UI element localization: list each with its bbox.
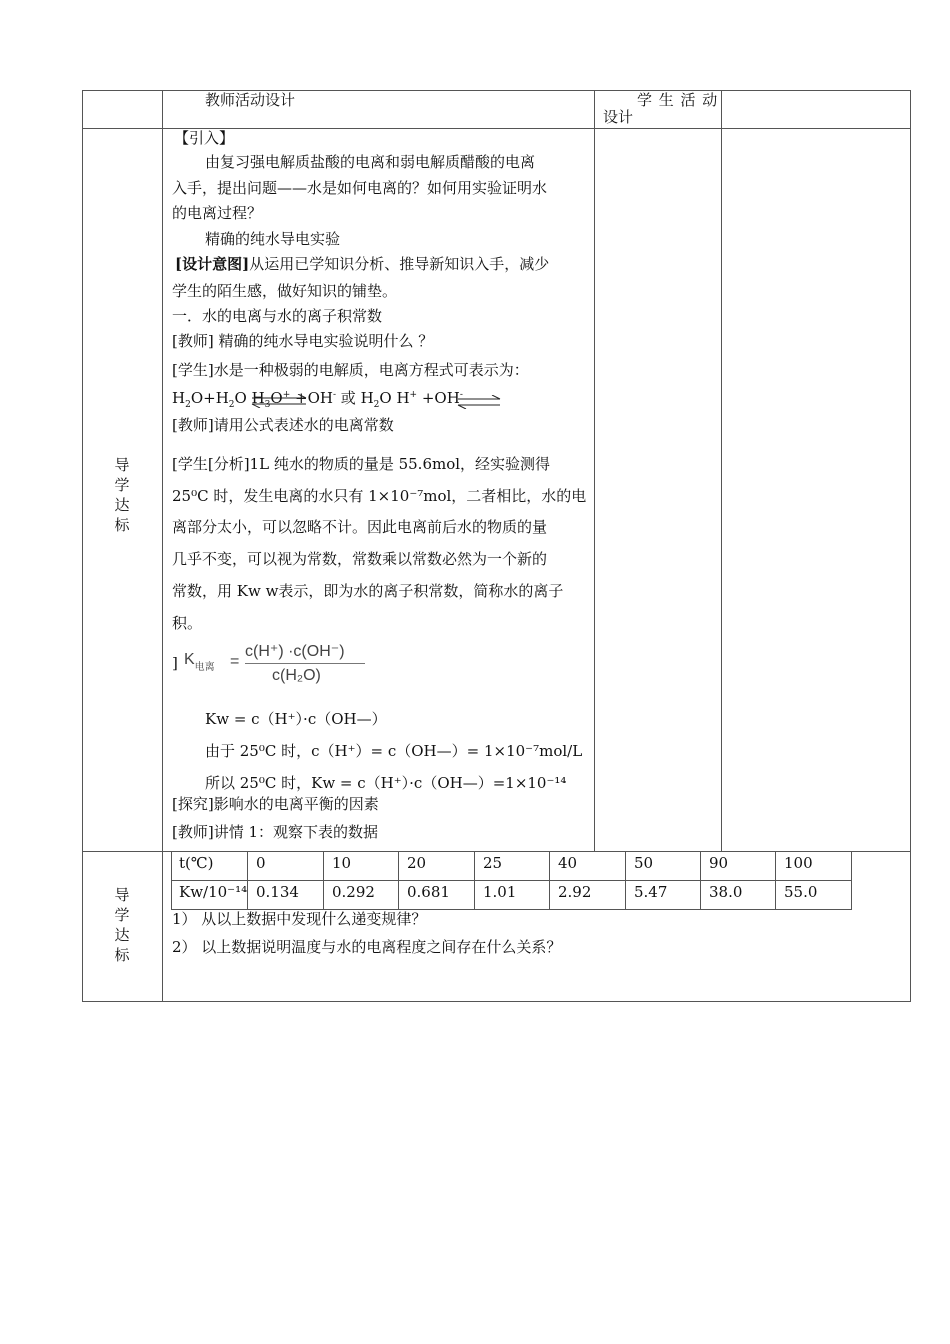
- equilibrium-arrow-icon: [456, 395, 502, 409]
- kw-table-col-line: [323, 851, 324, 909]
- teacher-column-header: 教师活动设计: [205, 91, 296, 109]
- kw-table-row-line: [171, 880, 852, 881]
- formula-denominator: c(H₂O): [272, 667, 321, 684]
- design-intent-label: [设计意图]: [175, 255, 250, 273]
- fraction-bar: [245, 663, 365, 664]
- kw-table-kw-cell: 55.0: [784, 883, 818, 901]
- label-column-border: [162, 90, 163, 1002]
- section-label-char: 标: [114, 516, 130, 534]
- analysis-line: 几乎不变，可以视为常数，常数乘以常数必然为一个新的: [172, 550, 548, 568]
- kw-table-temperature-cell: 90: [709, 854, 729, 872]
- question-2: 2） 以上数据说明温度与水的电离程度之间存在什么关系？: [172, 938, 562, 956]
- section-label-lower: [112, 885, 132, 965]
- intro-line: 入手，提出问题——水是如何电离的？如何用实验证明水: [172, 179, 548, 197]
- kw-table-kw-cell: 38.0: [709, 883, 743, 901]
- kw-table-col-line: [247, 851, 248, 909]
- section-label-char: 导: [114, 886, 130, 904]
- formula-equals: =: [230, 653, 240, 670]
- section-label-char: 学: [114, 476, 130, 494]
- section-label-char: 学: [114, 906, 130, 924]
- kw-table-kw-cell: 5.47: [634, 883, 668, 901]
- student-answer-1: [学生]水是一种极弱的电解质，电离方程式可表示为：: [172, 361, 529, 379]
- kw-table-kw-cell: 2.92: [558, 883, 592, 901]
- kw-table-temperature-cell: 10: [332, 854, 352, 872]
- teacher-question-1: [教师] 精确的纯水导电实验说明什么 ？: [172, 332, 434, 350]
- analysis-line: 常数，用 Kw w表示，即为水的离子积常数，简称水的离子: [172, 582, 564, 600]
- intro-line: 由复习强电解质盐酸的电离和弱电解质醋酸的电离: [205, 153, 536, 171]
- section-label-char: 导: [114, 456, 130, 474]
- teacher-question-2: [教师]请用公式表述水的电离常数: [172, 416, 394, 434]
- design-intent-text: 从运用已学知识分析、推导新知识入手，减少: [249, 255, 550, 273]
- explore-heading: [探究]影响水的电离平衡的因素: [172, 795, 379, 813]
- table-left-border: [82, 90, 83, 1002]
- experiment-line: 精确的纯水导电实验: [205, 230, 341, 248]
- kw-table-temperature-cell: 25: [483, 854, 503, 872]
- analysis-line: 25⁰C 时，发生电离的水只有 1×10⁻⁷mol，二者相比，水的电: [172, 487, 587, 505]
- analysis-line: [学生[分析]1L 纯水的物质的量是 55.6mol，经实验测得: [172, 455, 551, 473]
- section-one-heading: 一．水的电离与水的离子积常数: [172, 307, 383, 325]
- kw-definition: Kw = c（H⁺）·c（OH—）: [205, 710, 387, 728]
- kw-table-col-line: [775, 851, 776, 909]
- kw-value: 所以 25⁰C 时，Kw = c（H⁺）·c（OH—）=1×10⁻¹⁴: [205, 774, 567, 792]
- analysis-line: 离部分太小，可以忽略不计。因此电离前后水的物质的量: [172, 518, 548, 536]
- kw-table-temperature-cell: 50: [634, 854, 654, 872]
- formula-numerator: c(H⁺) ·c(OH⁻): [245, 643, 345, 660]
- table-bottom-border: [82, 1001, 911, 1002]
- student-column-header-line1: 学 生 活 动: [637, 91, 719, 109]
- kw-table-temperature-cell: 100: [784, 854, 813, 872]
- formula-prefix: ]: [172, 654, 178, 672]
- kw-table-header-cell: Kw/10⁻¹⁴: [179, 883, 248, 901]
- kw-table-col-line: [549, 851, 550, 909]
- kw-at-25c: 由于 25⁰C 时，c（H⁺）= c（OH—）= 1×10⁻⁷mol/L: [205, 742, 583, 760]
- analysis-line: 积。: [172, 614, 203, 632]
- kw-table-kw-cell: 0.292: [332, 883, 375, 901]
- ionization-equation: $H_2O+H_2O$ $H_3O^+ +OH^-$ 或 $H_2O$ H+ +OH-: [172, 389, 463, 410]
- section-label-char: 达: [114, 496, 130, 514]
- design-intent-line2: 学生的陌生感，做好知识的铺垫。: [172, 282, 398, 300]
- kw-table-kw-cell: 0.134: [256, 883, 299, 901]
- formula-k-subscript: 电离: [194, 662, 215, 673]
- intro-line: 的电离过程？: [172, 204, 263, 222]
- teacher-question-3: [教师]讲情 1：观察下表的数据: [172, 823, 379, 841]
- kw-table-col-line: [851, 851, 852, 909]
- question-1: 1） 从以上数据中发现什么递变规律？: [172, 910, 427, 928]
- formula-k: $K_{电离}$: [184, 651, 215, 673]
- section-label-upper: [112, 455, 132, 535]
- section-label-char: 标: [114, 946, 130, 964]
- kw-table-col-line: [171, 851, 172, 909]
- teacher-column-border: [594, 90, 595, 852]
- kw-table-temperature-cell: 40: [558, 854, 578, 872]
- kw-table-kw-cell: 0.681: [407, 883, 450, 901]
- kw-table-temperature-cell: 0: [256, 854, 266, 872]
- kw-table-col-line: [625, 851, 626, 909]
- kw-table-col-line: [398, 851, 399, 909]
- equilibrium-arrow-icon: [250, 394, 308, 408]
- kw-table-header-cell: t(℃): [179, 854, 214, 872]
- student-column-header-line2: 设计: [603, 108, 634, 126]
- kw-table-kw-cell: 1.01: [483, 883, 517, 901]
- kw-table-col-line: [474, 851, 475, 909]
- student-column-border: [721, 90, 722, 852]
- section-label-char: 达: [114, 926, 130, 944]
- kw-table-temperature-cell: 20: [407, 854, 427, 872]
- kw-table-row-line: [171, 851, 852, 852]
- table-right-border: [910, 90, 911, 1002]
- intro-title: 【引入】: [174, 129, 235, 147]
- design-intent: [175, 254, 549, 274]
- kw-table-col-line: [700, 851, 701, 909]
